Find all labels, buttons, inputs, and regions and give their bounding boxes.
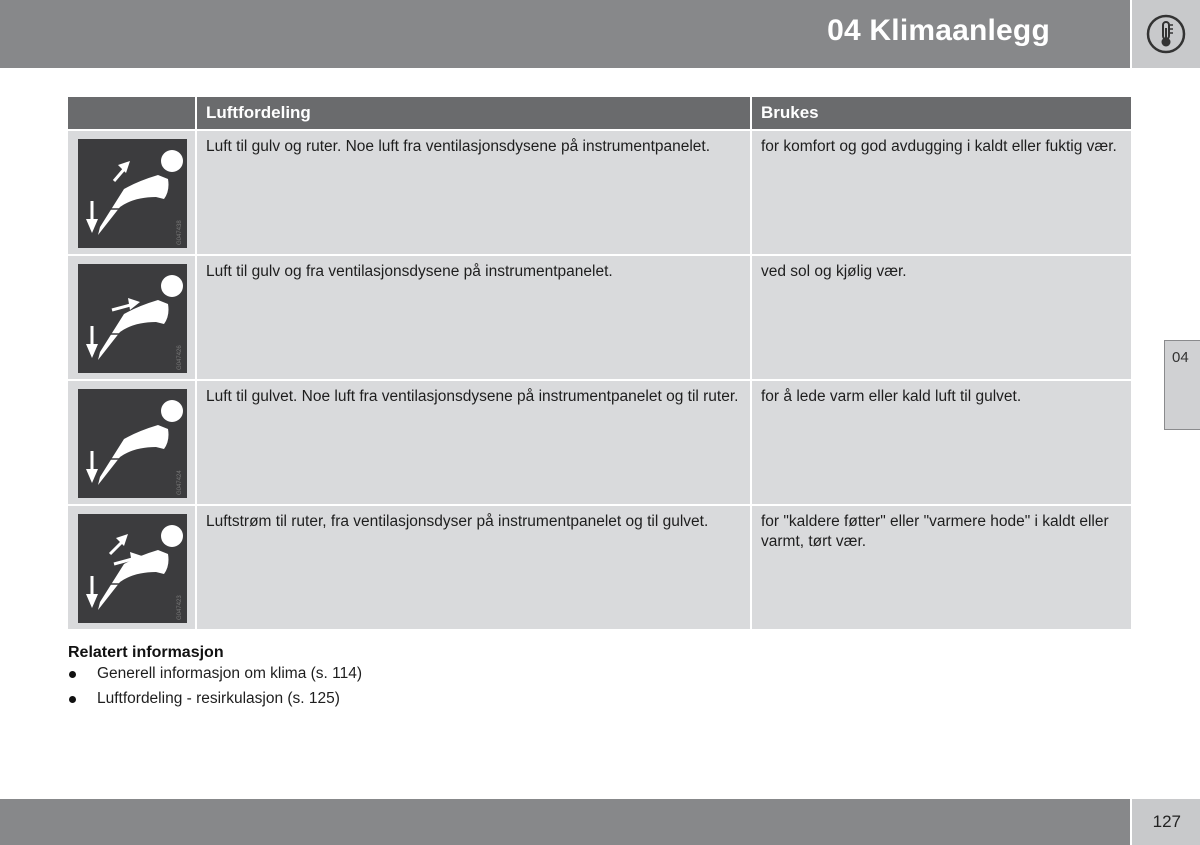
related-title: Relatert informasjon (68, 644, 224, 661)
header-cell-image (68, 97, 195, 129)
table-row (68, 506, 1131, 629)
table-row (68, 256, 1131, 379)
image-cell (68, 256, 195, 379)
description-cell: Luft til gulv og ruter. Noe luft fra ventilasjonsdysene på instrumentpanelet. (197, 131, 750, 254)
airflow-windshield-dash-floor-all-icon (78, 514, 187, 623)
description-cell: Luft til gulv og fra ventilasjonsdysene på instrumentpanelet. (197, 256, 750, 379)
header-cell-luftfordeling: Luftfordeling (197, 97, 750, 129)
header-bar (0, 0, 1130, 68)
related-link[interactable] (68, 689, 362, 709)
related-link-text[interactable]: Generell informasjon om klima (s. 114) (97, 665, 363, 682)
image-cell (68, 506, 195, 629)
page-number: 127 (1152, 812, 1181, 831)
airflow-windshield-dash-floor-icon (78, 139, 187, 248)
image-cell (68, 381, 195, 504)
related-list (68, 664, 362, 709)
bullet-icon (69, 696, 76, 703)
side-tab-label: 04 (1172, 349, 1189, 366)
page-number-box (1132, 799, 1200, 845)
table-row (68, 381, 1131, 504)
airflow-floor-icon (78, 389, 187, 498)
chapter-title: 04 Klimaanlegg (827, 14, 1050, 47)
image-cell (68, 131, 195, 254)
table-row (68, 131, 1131, 254)
bullet-icon (69, 671, 76, 678)
chapter-icon-box (1132, 0, 1200, 68)
thermometer-icon (1146, 14, 1186, 54)
use-cell: for komfort og god avdugging i kaldt eller fuktig vær. (752, 131, 1131, 254)
chapter-side-tab (1164, 340, 1200, 430)
related-link[interactable] (68, 664, 362, 684)
related-information (68, 644, 362, 714)
image-code: G047424 (177, 470, 183, 495)
image-code: G047438 (177, 220, 183, 245)
image-code: G047423 (177, 595, 183, 620)
related-link-text[interactable]: Luftfordeling - resirkulasjon (s. 125) (97, 690, 340, 707)
table-header-row (68, 97, 1131, 129)
footer-bar (0, 799, 1130, 845)
airflow-table (68, 97, 1131, 629)
use-cell: for å lede varm eller kald luft til gulvet. (752, 381, 1131, 504)
airflow-dash-floor-icon (78, 264, 187, 373)
use-cell: ved sol og kjølig vær. (752, 256, 1131, 379)
description-cell: Luftstrøm til ruter, fra ventilasjonsdyser på instrumentpanelet og til gulvet. (197, 506, 750, 629)
header-cell-brukes: Brukes (752, 97, 1131, 129)
image-code: G047426 (177, 345, 183, 370)
description-cell: Luft til gulvet. Noe luft fra ventilasjonsdysene på instrumentpanelet og til ruter. (197, 381, 750, 504)
use-cell: for "kaldere føtter" eller "varmere hode" i kaldt eller varmt, tørt vær. (752, 506, 1131, 629)
